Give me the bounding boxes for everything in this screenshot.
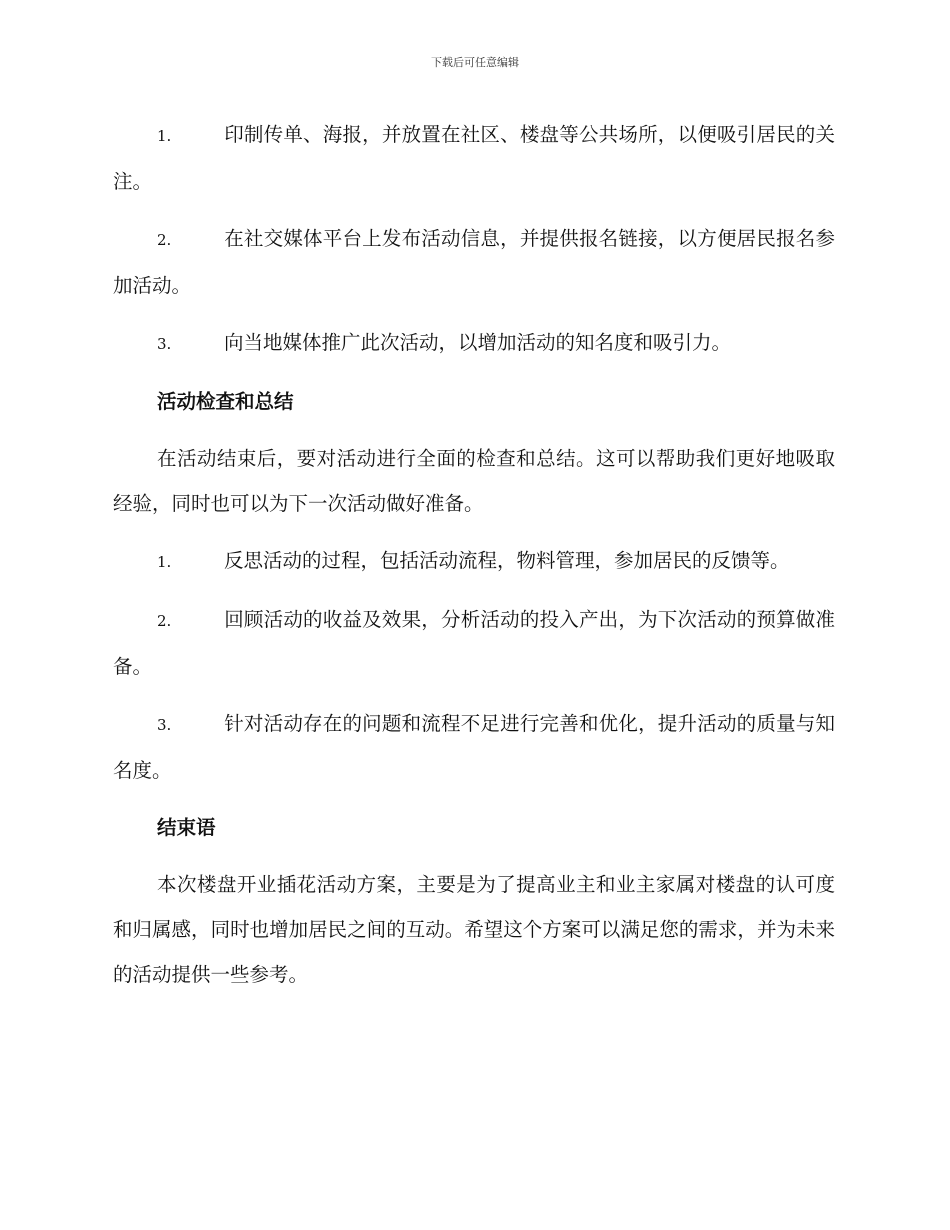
list-item bbox=[113, 112, 835, 204]
list-item bbox=[113, 538, 835, 585]
list-item bbox=[113, 597, 835, 689]
list-item-number: 3. bbox=[157, 335, 172, 353]
list-item-number: 2. bbox=[157, 231, 172, 249]
section-paragraph-review: 在活动结束后，要对活动进行全面的检查和总结。这可以帮助我们更好地吸取经验，同时也可以为下一次活动做好准备。 bbox=[113, 447, 835, 515]
list-item bbox=[113, 216, 835, 308]
section-heading-conclusion: 结束语 bbox=[157, 816, 216, 839]
section-heading-review: 活动检查和总结 bbox=[157, 390, 294, 413]
list-item-text: 印制传单、海报，并放置在社区、楼盘等公共场所，以便吸引居民的关注。 bbox=[113, 123, 835, 193]
list-item-text: 向当地媒体推广此次活动，以增加活动的知名度和吸引力。 bbox=[224, 331, 732, 354]
list-item-text: 在社交媒体平台上发布活动信息，并提供报名链接，以方便居民报名参加活动。 bbox=[113, 227, 835, 297]
list-item-text: 回顾活动的收益及效果，分析活动的投入产出，为下次活动的预算做准备。 bbox=[113, 608, 835, 678]
section-paragraph-conclusion: 本次楼盘开业插花活动方案，主要是为了提高业主和业主家属对楼盘的认可度和归属感，同时也增加居民之间的互动。希望这个方案可以满足您的需求，并为未来的活动提供一些参考。 bbox=[113, 873, 835, 986]
document-body bbox=[113, 112, 835, 1009]
list-item-number: 2. bbox=[157, 612, 172, 630]
list-item bbox=[113, 320, 835, 367]
list-item-number: 1. bbox=[157, 553, 172, 571]
list-item-number: 3. bbox=[157, 716, 172, 734]
header-note: 下载后可任意编辑 bbox=[431, 56, 519, 69]
list-item bbox=[113, 701, 835, 793]
list-item-text: 反思活动的过程，包括活动流程，物料管理，参加居民的反馈等。 bbox=[224, 549, 790, 572]
list-item-number: 1. bbox=[157, 127, 172, 145]
list-item-text: 针对活动存在的问题和流程不足进行完善和优化，提升活动的质量与知名度。 bbox=[113, 712, 835, 782]
